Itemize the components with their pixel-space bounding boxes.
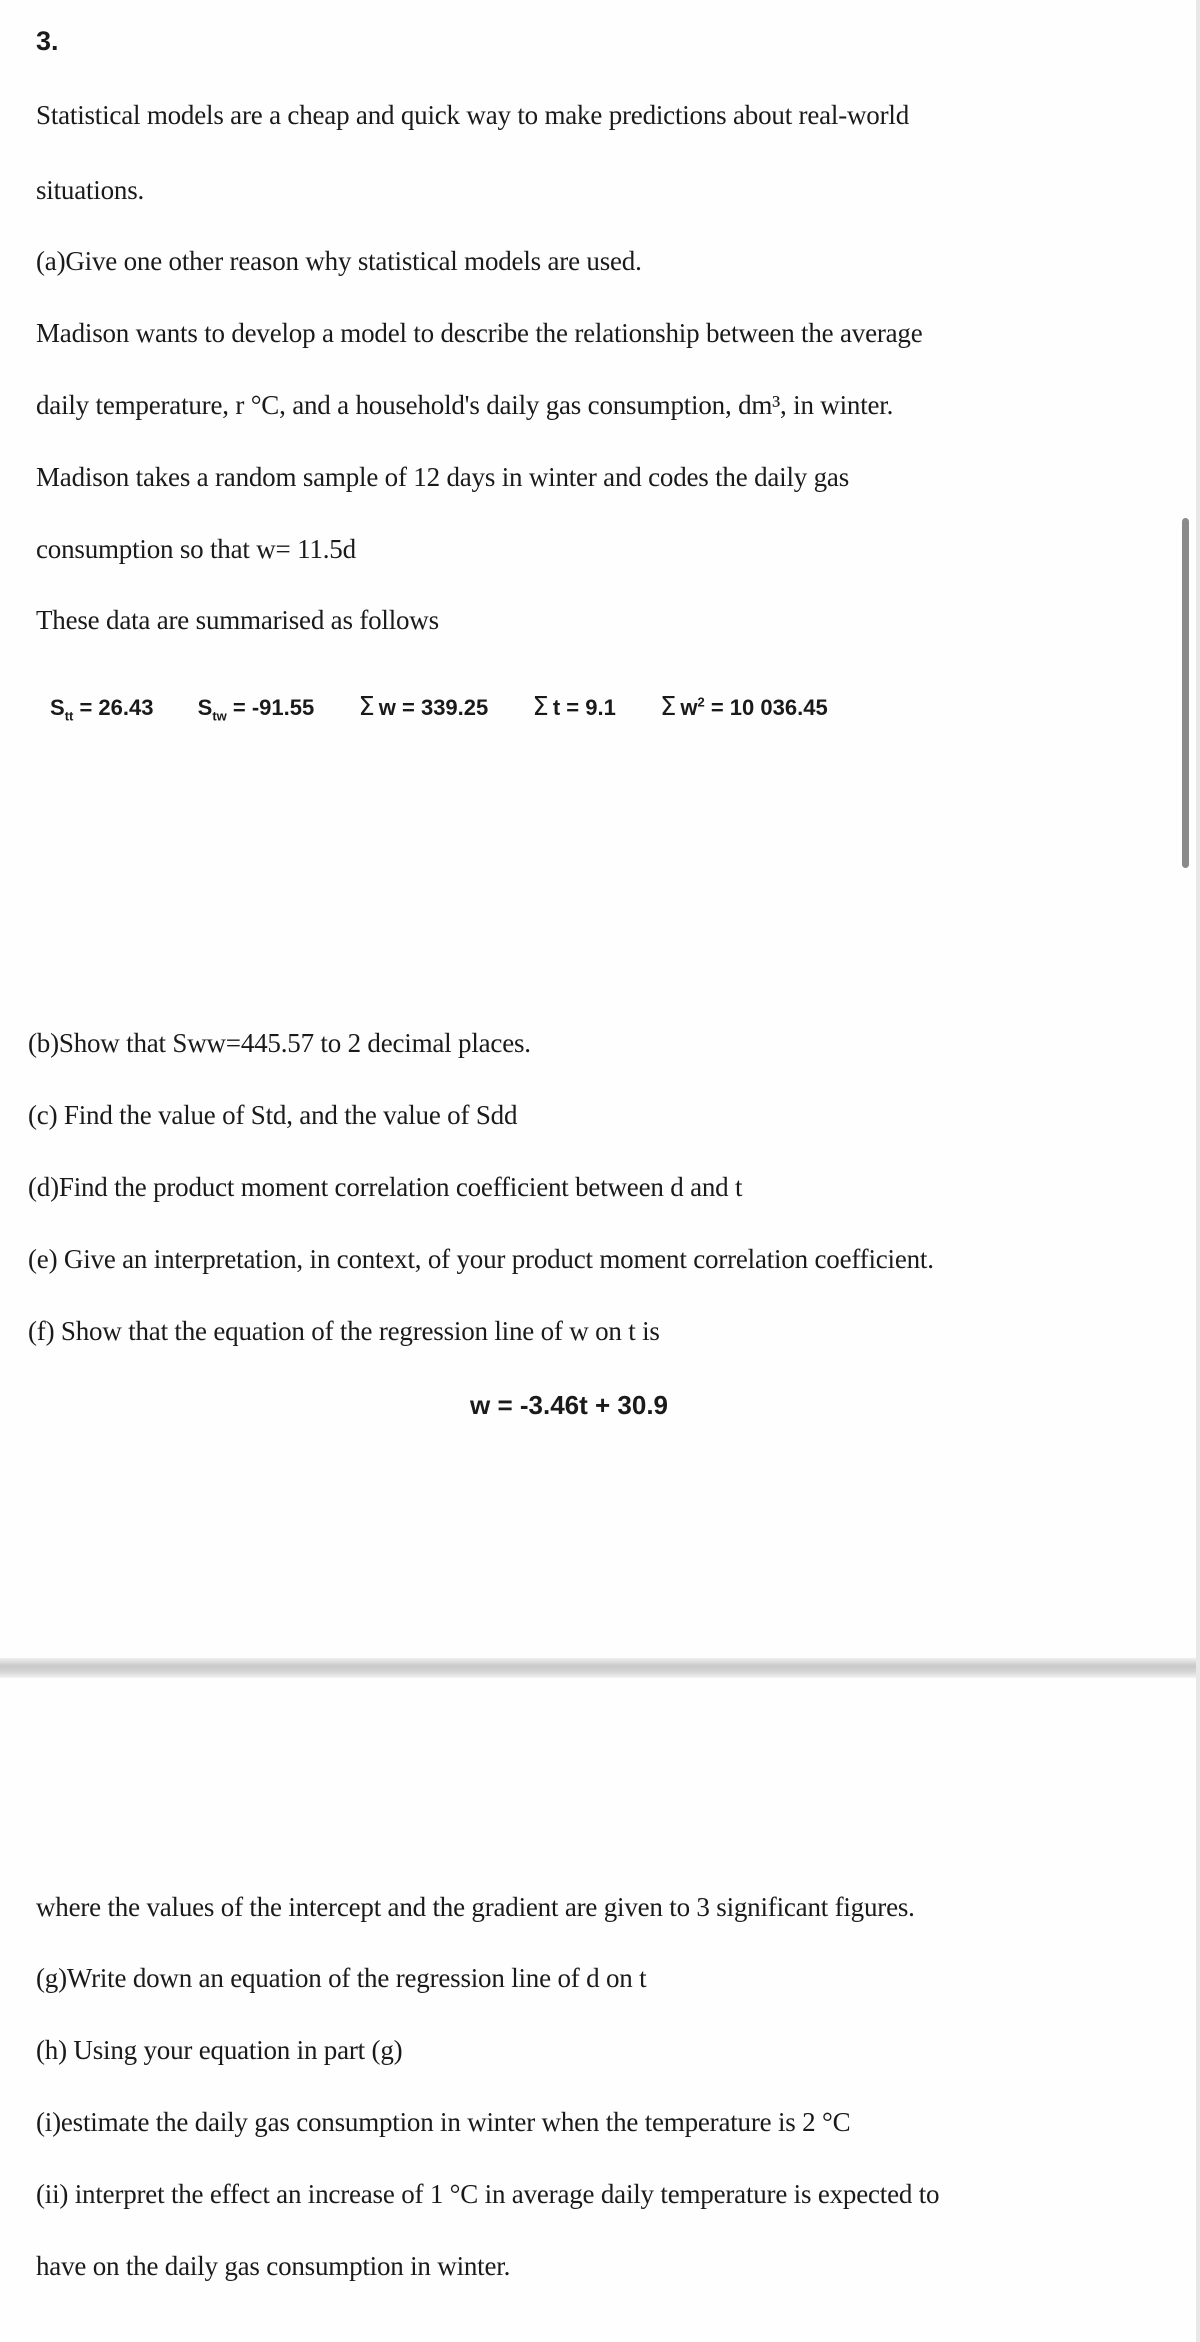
- stat-s-tt: $S_{tt} = 26.43$: [50, 695, 154, 724]
- intro-line-1: Statistical models are a cheap and quick way to make predictions about real-world: [36, 100, 909, 130]
- scrollbar-thumb[interactable]: [1182, 518, 1189, 868]
- part-d: (d)Find the product moment correlation coefficient between d and t: [28, 1172, 743, 1202]
- part-e: (e) Give an interpretation, in context, of your product moment correlation coefficient.: [28, 1244, 934, 1274]
- summary-statistics: [50, 692, 866, 723]
- where-line: where the values of the intercept and the gradient are given to 3 significant figures.: [36, 1892, 915, 1922]
- part-a: (a)Give one other reason why statistical models are used.: [36, 246, 642, 276]
- part-h: (h) Using your equation in part (g): [36, 2035, 403, 2065]
- summary-intro: These data are summarised as follows: [36, 605, 439, 635]
- part-h-i: (i)estimate the daily gas consumption in winter when the temperature is 2 °C: [36, 2107, 851, 2137]
- stat-sum-w: Σ w = 339.25: [358, 692, 489, 722]
- page-divider: [0, 1658, 1200, 1678]
- sigma-icon: Σ: [659, 692, 677, 722]
- part-c: (c) Find the value of Std, and the value of Sdd: [28, 1100, 518, 1130]
- stat-s-tw: $S_{tw} = -91.55$: [197, 695, 315, 724]
- part-g: (g)Write down an equation of the regression line of d on t: [36, 1963, 647, 1993]
- part-b: (b)Show that Sww=445.57 to 2 decimal places.: [28, 1028, 531, 1058]
- part-f: (f) Show that the equation of the regression line of w on t is: [28, 1316, 660, 1346]
- sigma-icon: Σ: [358, 692, 375, 722]
- intro-line-2: situations.: [36, 175, 145, 205]
- sigma-icon: Σ: [532, 692, 549, 722]
- context-line-4: consumption so that w= 11.5d: [36, 534, 356, 564]
- stat-sum-t: Σ t = 9.1: [532, 692, 616, 722]
- context-line-2: daily temperature, r °C, and a household's daily gas consumption, dm³, in winter.: [36, 390, 894, 420]
- part-h-ii-line-1: (ii) interpret the effect an increase of 1 °C in average daily temperature is expected to: [36, 2179, 940, 2209]
- part-h-ii-line-2: have on the daily gas consumption in winter.: [36, 2251, 511, 2281]
- stat-sum-w2: Σ $w^2 = 10$ 036.45: [659, 692, 828, 722]
- page-edge: [1196, 0, 1200, 2342]
- context-line-1: Madison wants to develop a model to describe the relationship between the average: [36, 318, 923, 348]
- question-number: 3.: [36, 26, 59, 56]
- context-line-3: Madison takes a random sample of 12 days in winter and codes the daily gas: [36, 462, 849, 492]
- regression-equation: w = -3.46t + 30.9: [470, 1390, 669, 1420]
